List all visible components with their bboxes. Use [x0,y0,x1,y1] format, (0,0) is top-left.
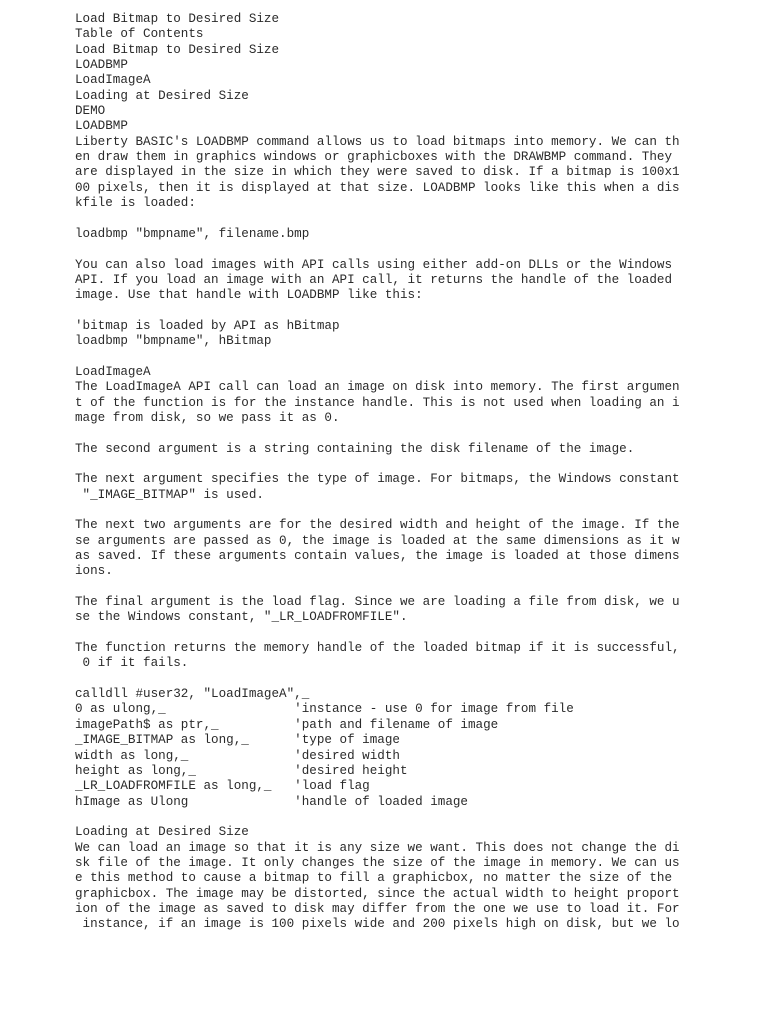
paragraph-line: t of the function is for the instance handle. This is not used when loading an i [75,395,680,410]
blank-line [75,242,685,257]
blank-line [75,211,685,226]
paragraph-line: image. Use that handle with LOADBMP like this: [75,288,423,303]
paragraph-line: sk file of the image. It only changes the size of the image in memory. We can us [75,855,680,870]
toc-link-demo[interactable]: DEMO [75,104,106,119]
paragraph-line: 00 pixels, then it is displayed at that size. LOADBMP looks like this when a dis [75,180,680,195]
toc-link-desired-size[interactable]: Loading at Desired Size [75,88,249,103]
paragraph-line: e this method to cause a bitmap to fill a graphicbox, no matter the size of the [75,871,673,886]
paragraph-line: kfile is loaded: [75,196,196,211]
paragraph-line: se arguments are passed as 0, the image is loaded at the same dimensions as it w [75,533,680,548]
paragraph-line: We can load an image so that it is any size we want. This does not change the di [75,840,680,855]
toc-link-loadimagea[interactable]: LoadImageA [75,73,151,88]
document-title: Load Bitmap to Desired Size [75,12,280,26]
paragraph-line: mage from disk, so we pass it as 0. [75,410,340,425]
code-line: _IMAGE_BITMAP as long,_ 'type of image [75,733,400,748]
paragraph-line: instance, if an image is 100 pixels wide and 200 pixels high on disk, but we lo [75,917,680,932]
paragraph-line: en draw them in graphics windows or graphicboxes with the DRAWBMP command. They [75,150,673,165]
paragraph-line: API. If you load an image with an API call, it returns the handle of the loaded [75,272,673,287]
paragraph-line: The second argument is a string containing the disk filename of the image. [75,441,635,456]
paragraph-line: se the Windows constant, "_LR_LOADFROMFILE". [75,610,408,625]
document-page [75,12,685,933]
paragraph-line: ions. [75,564,113,579]
blank-line [75,672,685,687]
paragraph-line: 0 if it fails. [75,656,189,671]
code-line: calldll #user32, "LoadImageA",_ [75,687,310,702]
code-line: loadbmp "bmpname", filename.bmp [75,226,310,241]
code-line: loadbmp "bmpname", hBitmap [75,334,272,349]
paragraph-line: The final argument is the load flag. Since we are loading a file from disk, we u [75,595,680,610]
code-line: width as long,_ 'desired width [75,748,400,763]
paragraph-line: graphicbox. The image may be distorted, since the actual width to height proport [75,886,680,901]
blank-line [75,810,685,825]
code-line: imagePath$ as ptr,_ 'path and filename of image [75,717,499,732]
section-heading-desired-size: Loading at Desired Size [75,825,249,840]
code-line: 0 as ulong,_ 'instance - use 0 for image from file [75,702,574,717]
toc-link-loadbmp[interactable]: LOADBMP [75,58,128,73]
toc-heading: Table of Contents [75,27,204,42]
paragraph-line: The next two arguments are for the desired width and height of the image. If the [75,518,680,533]
blank-line [75,457,685,472]
paragraph-line: ion of the image as saved to disk may differ from the one we use to load it. For [75,901,680,916]
blank-line [75,304,685,319]
blank-line [75,426,685,441]
code-line: _LR_LOADFROMFILE as long,_ 'load flag [75,779,370,794]
paragraph-line: Liberty BASIC's LOADBMP command allows us to load bitmaps into memory. We can th [75,134,680,149]
code-line: 'bitmap is loaded by API as hBitmap [75,318,340,333]
section-heading-loadbmp: LOADBMP [75,119,128,134]
paragraph-line: You can also load images with API calls using either add-on DLLs or the Windows [75,257,673,272]
paragraph-line: The function returns the memory handle of the loaded bitmap if it is successful, [75,641,680,656]
blank-line [75,350,685,365]
blank-line [75,580,685,595]
paragraph-line: The next argument specifies the type of image. For bitmaps, the Windows constant [75,472,680,487]
section-heading-loadimagea: LoadImageA [75,364,151,379]
blank-line [75,503,685,518]
blank-line [75,626,685,641]
paragraph-line: The LoadImageA API call can load an image on disk into memory. The first argumen [75,380,680,395]
paragraph-line: are displayed in the size in which they were saved to disk. If a bitmap is 100x1 [75,165,680,180]
code-line: height as long,_ 'desired height [75,763,408,778]
toc-link-load-bitmap[interactable]: Load Bitmap to Desired Size [75,42,280,57]
code-line: hImage as Ulong 'handle of loaded image [75,794,468,809]
paragraph-line: as saved. If these arguments contain values, the image is loaded at those dimens [75,549,680,564]
paragraph-line: "_IMAGE_BITMAP" is used. [75,487,264,502]
